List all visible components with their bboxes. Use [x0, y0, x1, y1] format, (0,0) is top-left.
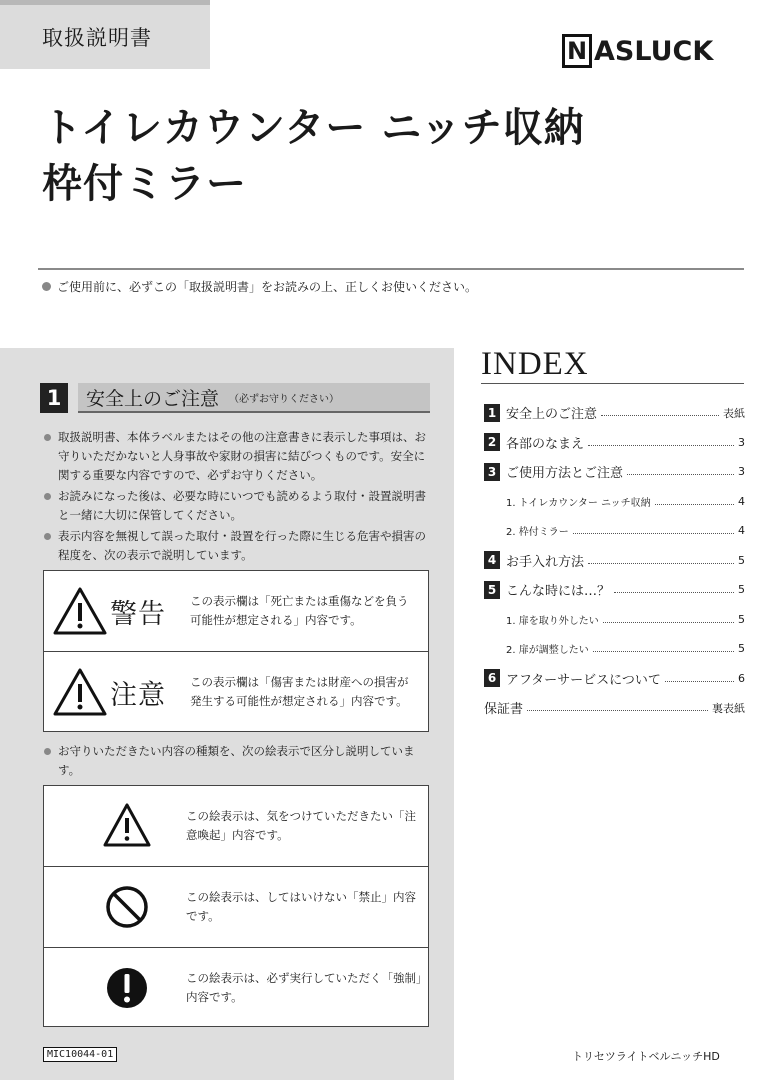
section-title-bar [78, 383, 430, 413]
index-subitem[interactable] [484, 605, 745, 635]
signal-word-warning: 警告 [110, 598, 166, 630]
product-title-line-2: 枠付ミラー [42, 161, 247, 207]
product-title-line-1: トイレカウンター ニッチ収納 [42, 105, 585, 151]
caution-triangle-icon [102, 801, 152, 851]
symbol-description: この絵表示は、必ず実行していただく「強制」内容です。 [186, 971, 422, 1004]
index-item-label: 安全上のご注意 [506, 407, 598, 423]
dot-leader [655, 504, 734, 505]
index-number-badge: 6 [484, 669, 500, 687]
index-item-page: 5 [738, 612, 745, 626]
warning-triangle-icon [52, 586, 108, 636]
index-item[interactable] [484, 664, 745, 694]
signal-description: この表示欄は「死亡または重傷などを負う可能性が想定される」内容です。 [190, 594, 409, 627]
index-list [484, 398, 745, 723]
index-subitem[interactable] [484, 634, 745, 664]
index-item[interactable] [484, 546, 745, 576]
index-item-page: 3 [738, 435, 745, 449]
index-item-label: 各部のなまえ [506, 436, 585, 452]
dot-leader [665, 681, 734, 682]
index-item-label: ご使用方法とご注意 [506, 466, 624, 482]
index-item-page: 6 [738, 671, 745, 685]
section-number-badge: 1 [40, 383, 68, 413]
dot-leader [588, 445, 734, 446]
dot-leader [588, 563, 734, 564]
symbol-row-caution [44, 786, 428, 866]
dot-leader [573, 533, 734, 534]
index-item-page: 3 [738, 465, 745, 479]
mandatory-action-icon [102, 963, 152, 1013]
dot-leader [593, 651, 734, 652]
index-item[interactable] [484, 457, 745, 487]
dot-leader [627, 474, 734, 475]
safety-bullet-list [44, 428, 436, 567]
safety-bullet: 表示内容を無視して誤った取付・設置を行った際に生じる危害や損害の程度を、次の表示で説明しています。 [44, 527, 436, 565]
index-subitem[interactable] [484, 487, 745, 517]
safety-bullet: お読みになった後は、必要な時にいつでも読めるよう取付・設置説明書と一緒に大切に保管してください。 [44, 487, 436, 525]
index-number-badge: 3 [484, 463, 500, 481]
index-number-badge: 5 [484, 581, 500, 599]
index-item-warranty[interactable] [484, 693, 745, 723]
index-number-badge: 2 [484, 433, 500, 451]
index-item[interactable] [484, 575, 745, 605]
signal-row-warning [44, 571, 428, 651]
document-type-tab [0, 5, 210, 69]
index-item-page: 表紙 [723, 406, 745, 420]
index-item[interactable] [484, 428, 745, 458]
usage-notice-text: ご使用前に、必ずこの「取扱説明書」をお読みの上、正しくお使いください。 [57, 280, 478, 294]
bullet-icon [42, 282, 51, 291]
symbol-row-prohibition [44, 866, 428, 947]
safety-section-header [40, 383, 430, 413]
section-subtitle: （必ずお守りください） [229, 393, 340, 405]
symbol-description: この絵表示は、気をつけていただきたい「注意喚起」内容です。 [186, 809, 416, 842]
index-item-page: 4 [738, 494, 745, 508]
index-item-label: 2. 扉が調整したい [506, 645, 589, 657]
dot-leader [614, 592, 734, 593]
dot-leader [603, 622, 734, 623]
series-name: トリセツライトベルニッチHD [572, 1050, 720, 1063]
symbol-row-mandatory [44, 947, 428, 1028]
index-item-label: アフターサービスについて [506, 672, 661, 688]
index-item[interactable] [484, 398, 745, 428]
index-item-label: 1. 扉を取り外したい [506, 615, 599, 627]
index-item-page: 5 [738, 642, 745, 656]
prohibition-icon [102, 882, 152, 932]
index-item-page: 5 [738, 553, 745, 567]
index-number-badge: 1 [484, 404, 500, 422]
signal-row-caution [44, 651, 428, 732]
document-type-label: 取扱説明書 [42, 26, 152, 50]
warning-triangle-icon [52, 667, 108, 717]
dot-leader [601, 415, 719, 416]
index-subitem[interactable] [484, 516, 745, 546]
signal-word-caution: 注意 [110, 679, 166, 711]
safety-bullet: 取扱説明書、本体ラベルまたはその他の注意書きに表示した事項は、お守りいただかないと人身事故や家財の損害に結びつくものです。安全に関する重要な内容ですので、必ずお守りください。 [44, 428, 436, 485]
document-code: MIC10044-01 [43, 1047, 117, 1062]
section-title: 安全上のご注意 [86, 387, 220, 410]
brand-logo [562, 32, 742, 70]
product-title [42, 100, 585, 212]
symbol-description: この絵表示は、してはいけない「禁止」内容です。 [186, 890, 416, 923]
index-title: INDEX [481, 345, 744, 384]
brand-logo-box: N [562, 34, 592, 68]
index-item-page: 4 [738, 524, 745, 538]
symbol-table [43, 785, 429, 1027]
index-item-page: 裏表紙 [712, 701, 745, 715]
signal-description: この表示欄は「傷害または財産への損害が発生する可能性が想定される」内容です。 [190, 675, 409, 708]
header-divider [38, 268, 744, 270]
dot-leader [527, 710, 708, 711]
usage-notice [42, 278, 477, 295]
index-number-badge: 4 [484, 551, 500, 569]
index-item-label: 保証書 [484, 702, 524, 718]
index-item-label: こんな時には…？ [506, 584, 611, 600]
index-item-label: 2. 枠付ミラー [506, 527, 569, 539]
index-item-page: 5 [738, 583, 745, 597]
brand-logo-text: ASLUCK [594, 35, 714, 67]
signal-word-table [43, 570, 429, 732]
index-item-label: お手入れ方法 [506, 554, 585, 570]
symbols-intro: お守りいただきたい内容の種類を、次の絵表示で区分し説明しています。 [44, 742, 436, 780]
index-item-label: 1. トイレカウンター ニッチ収納 [506, 497, 651, 509]
